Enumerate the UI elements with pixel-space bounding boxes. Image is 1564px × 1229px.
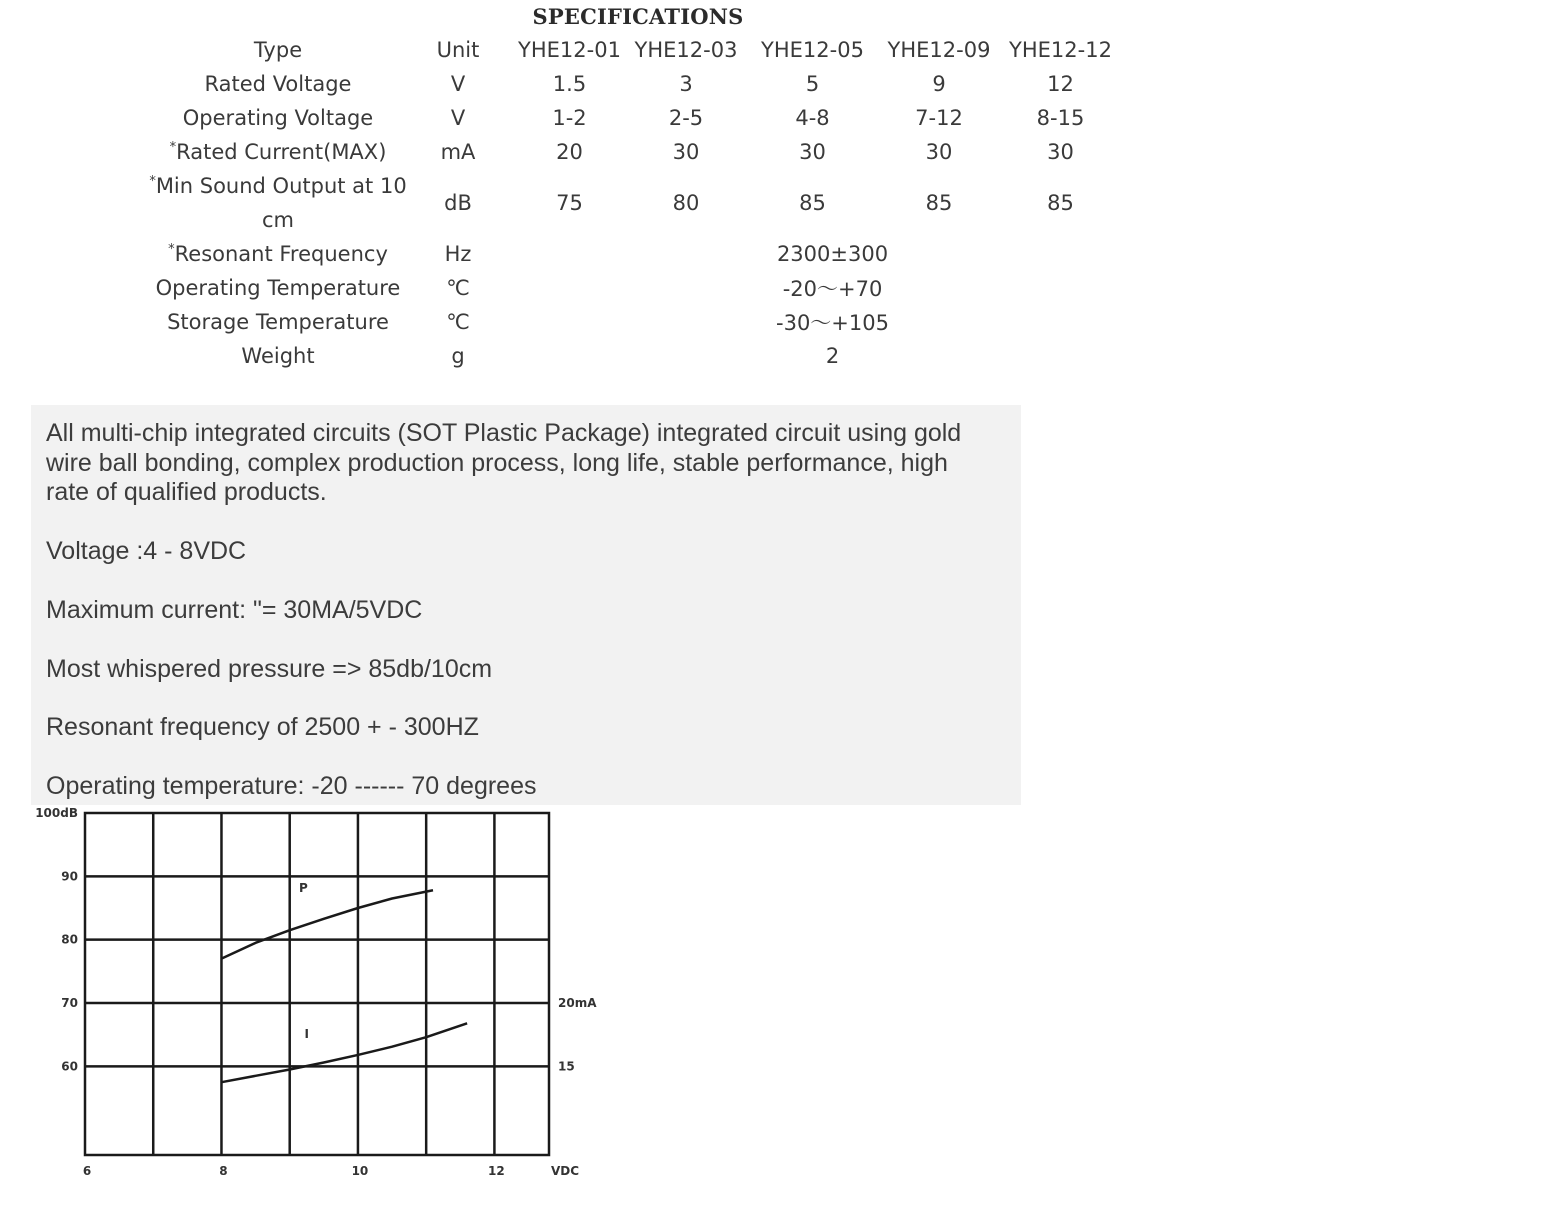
row-param-label: Operating Temperature — [155, 276, 401, 300]
table-cell: 20 — [556, 140, 583, 164]
y-right-tick-label: 20mA — [558, 996, 597, 1010]
table-cell: 3 — [679, 72, 693, 96]
table-cell-span: 2300±300 — [776, 242, 889, 266]
series-line-i — [221, 1023, 467, 1082]
table-row — [148, 305, 1127, 339]
row-unit: V — [450, 72, 466, 96]
description-paragraph: Operating temperature: -20 ------ 70 degrees — [46, 772, 537, 800]
series-line-p — [221, 890, 433, 958]
table-cell: 30 — [672, 140, 700, 164]
header-model: YHE12-05 — [761, 38, 864, 62]
row-param-label: Storage Temperature — [167, 310, 389, 334]
table-cell: 80 — [672, 191, 700, 215]
table-cell-span: -20～+70 — [782, 277, 883, 301]
table-cell: 1.5 — [552, 72, 587, 96]
y-tick-label: 90 — [61, 869, 78, 884]
header-model: YHE12-03 — [634, 38, 738, 62]
description-box — [31, 405, 1021, 805]
table-row — [148, 237, 1127, 271]
table-row — [148, 67, 1127, 101]
row-param — [148, 271, 408, 305]
header-model: YHE12-12 — [1009, 38, 1112, 62]
table-cell: 30 — [1047, 140, 1074, 164]
series-label: P — [298, 881, 308, 896]
y-tick-label: 80 — [61, 932, 78, 947]
y-tick-label: 60 — [61, 1059, 78, 1074]
row-param — [148, 101, 408, 135]
y-tick-label: 70 — [61, 996, 78, 1010]
y-right-tick-label: 15 — [558, 1059, 575, 1074]
series-label: I — [304, 1026, 309, 1041]
table-cell: 30 — [799, 140, 826, 164]
x-tick-label: 10 — [351, 1164, 369, 1178]
table-cell: 2-5 — [668, 106, 704, 130]
table-cell: 9 — [932, 72, 946, 96]
table-cell: 8-15 — [1036, 106, 1085, 130]
spec-title: SPECIFICATIONS — [532, 4, 744, 29]
header-model: YHE12-09 — [887, 38, 991, 62]
table-cell-span: -30～+105 — [776, 311, 889, 335]
row-param-label: Operating Voltage — [182, 106, 374, 130]
x-tick-label: 8 — [219, 1164, 228, 1178]
table-cell: 5 — [805, 72, 820, 96]
row-param — [148, 237, 408, 271]
header-type: Type — [253, 38, 303, 62]
table-header-row — [148, 33, 1127, 67]
row-unit: ℃ — [446, 276, 470, 300]
row-unit: V — [450, 106, 466, 130]
table-cell-span: 2 — [825, 344, 840, 368]
row-unit: Hz — [444, 242, 472, 266]
table-row — [148, 169, 1127, 237]
table-cell: 30 — [925, 140, 953, 164]
spec-table — [148, 33, 1127, 373]
voltage-chart — [30, 805, 630, 1199]
asterisk-marker: * — [169, 140, 177, 155]
table-row — [148, 135, 1127, 169]
description-paragraph: Most whispered pressure => 85db/10cm — [46, 655, 493, 683]
table-row — [148, 271, 1127, 305]
asterisk-marker: * — [168, 242, 175, 257]
description-paragraph: Maximum current: "= 30MA/5VDC — [46, 596, 423, 624]
row-param — [148, 339, 408, 373]
row-param — [148, 305, 408, 339]
row-param-label: Weight — [241, 344, 315, 368]
description-paragraph: All multi-chip integrated circuits (SOT Plastic Package) integrated circuit using gold wire ball bonding, complex production process, long life, stable performance, high rate of qualified products. — [46, 419, 962, 506]
table-row — [148, 101, 1127, 135]
x-axis-label: VDC — [551, 1164, 580, 1178]
table-cell: 7-12 — [915, 106, 963, 130]
table-cell: 85 — [1047, 191, 1074, 215]
chart-svg — [30, 805, 630, 1195]
header-model: YHE12-01 — [518, 38, 621, 62]
plot-frame — [85, 813, 549, 1155]
table-cell: 75 — [556, 191, 583, 215]
table-row — [148, 339, 1127, 373]
table-cell: 12 — [1047, 72, 1074, 96]
description-paragraph: Resonant frequency of 2500 + - 300HZ — [46, 713, 479, 741]
y-tick-label: 100dB — [35, 806, 78, 820]
x-tick-label: 12 — [488, 1164, 505, 1178]
row-param-label: Min Sound Output at 10 cm — [155, 174, 407, 232]
row-unit: mA — [440, 140, 476, 164]
row-param-label: Rated Current(MAX) — [176, 140, 387, 164]
table-cell: 85 — [799, 191, 826, 215]
x-tick-label: 6 — [82, 1164, 92, 1178]
row-param — [148, 169, 408, 237]
row-param-label: Resonant Frequency — [174, 242, 388, 266]
row-param — [148, 67, 408, 101]
table-cell: 85 — [925, 191, 953, 215]
table-cell: 4-8 — [795, 106, 830, 130]
table-cell: 1-2 — [552, 106, 587, 130]
row-param-label: Rated Voltage — [204, 72, 352, 96]
asterisk-marker: * — [149, 174, 156, 189]
row-unit: dB — [444, 191, 472, 215]
row-param — [148, 135, 408, 169]
header-unit: Unit — [436, 38, 480, 62]
description-paragraph: Voltage :4 - 8VDC — [46, 537, 247, 565]
row-unit: g — [451, 344, 465, 368]
row-unit: ℃ — [446, 310, 470, 334]
